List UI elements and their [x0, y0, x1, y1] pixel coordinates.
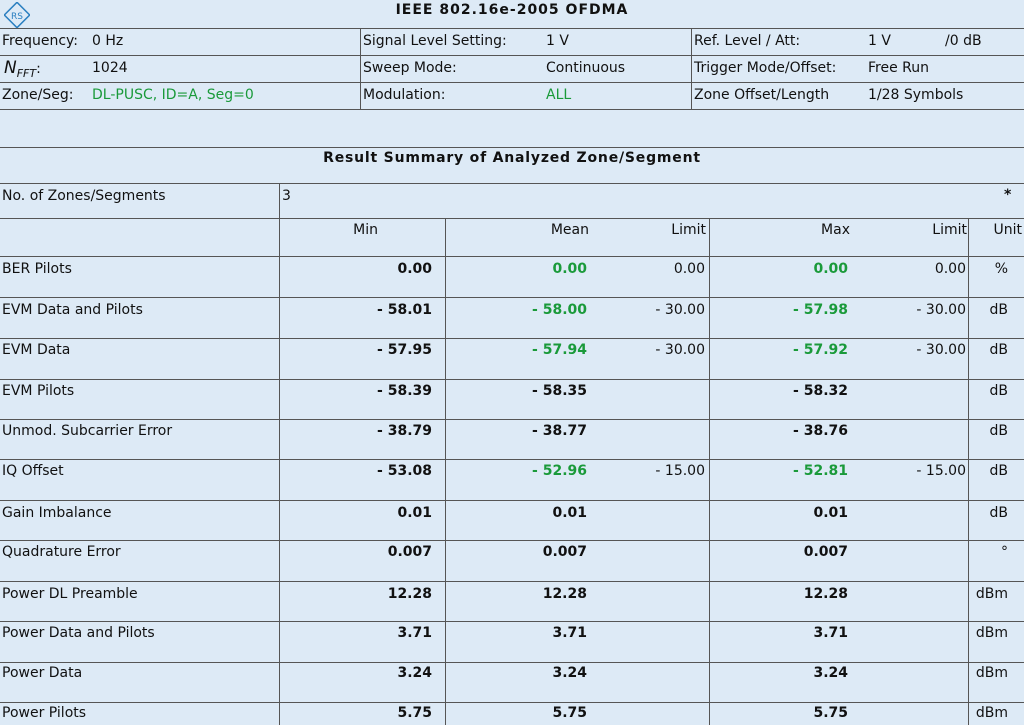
- cell-unit: °: [1001, 544, 1008, 560]
- cell-limit2: - 30.00: [916, 302, 966, 318]
- row-label: Unmod. Subcarrier Error: [2, 423, 173, 439]
- cell-mean: 3.71: [552, 625, 587, 641]
- cell-mean: 12.28: [542, 586, 587, 602]
- cell-unit: dB: [989, 423, 1008, 439]
- cell-max: 0.01: [813, 505, 848, 521]
- svg-text:RS: RS: [11, 12, 23, 22]
- summary-title: Result Summary of Analyzed Zone/Segment: [323, 150, 701, 166]
- col-limit-2: Limit: [932, 222, 967, 238]
- cell-unit: dB: [989, 302, 1008, 318]
- zone-seg-label: Zone/Seg:: [2, 87, 74, 103]
- cell-mean: 5.75: [552, 705, 587, 721]
- col-mean: Mean: [550, 222, 589, 238]
- cell-unit: dBm: [975, 705, 1008, 721]
- row-label: EVM Pilots: [2, 383, 75, 399]
- sweep-mode-label: Sweep Mode:: [363, 60, 457, 76]
- cell-min: 0.007: [387, 544, 432, 560]
- page-title: IEEE 802.16e-2005 OFDMA: [395, 2, 629, 18]
- row-label: Power DL Preamble: [2, 586, 138, 602]
- cell-unit: dBm: [975, 586, 1008, 602]
- cell-max: - 57.98: [793, 302, 848, 318]
- modulation-label: Modulation:: [363, 87, 446, 103]
- cell-max: 0.00: [813, 261, 848, 277]
- row-label: Gain Imbalance: [2, 505, 112, 521]
- cell-mean: - 38.77: [532, 423, 587, 439]
- cell-mean: - 58.35: [532, 383, 587, 399]
- zones-marker: *: [1004, 187, 1012, 203]
- col-unit: Unit: [993, 222, 1022, 238]
- cell-unit: dB: [989, 463, 1008, 479]
- cell-mean: - 57.94: [532, 342, 587, 358]
- nfft-value: 1024: [92, 60, 128, 76]
- row-label: Power Data: [2, 665, 83, 681]
- zones-value: 3: [282, 188, 291, 204]
- frequency-value: 0 Hz: [92, 33, 124, 49]
- cell-limit1: - 30.00: [655, 302, 705, 318]
- col-limit-1: Limit: [671, 222, 706, 238]
- cell-mean: 3.24: [552, 665, 587, 681]
- col-min: Min: [353, 222, 378, 238]
- cell-limit1: - 30.00: [655, 342, 705, 358]
- cell-unit: dBm: [975, 665, 1008, 681]
- signal-level-label: Signal Level Setting:: [363, 33, 507, 49]
- trigger-mode-label: Trigger Mode/Offset:: [694, 60, 837, 76]
- cell-max: 0.007: [803, 544, 848, 560]
- cell-max: - 38.76: [793, 423, 848, 439]
- cell-unit: %: [994, 261, 1008, 277]
- cell-max: - 52.81: [793, 463, 848, 479]
- cell-limit1: - 15.00: [655, 463, 705, 479]
- sweep-mode-value: Continuous: [546, 60, 626, 76]
- row-label: IQ Offset: [2, 463, 64, 479]
- row-label: BER Pilots: [2, 261, 72, 277]
- cell-min: 0.00: [397, 261, 432, 277]
- cell-min: 3.24: [397, 665, 432, 681]
- cell-min: 3.71: [397, 625, 432, 641]
- cell-max: - 58.32: [793, 383, 848, 399]
- cell-min: - 58.01: [377, 302, 432, 318]
- cell-max: 12.28: [803, 586, 848, 602]
- cell-min: - 38.79: [377, 423, 432, 439]
- signal-level-value: 1 V: [546, 33, 569, 49]
- col-max: Max: [821, 222, 850, 238]
- cell-mean: - 58.00: [532, 302, 587, 318]
- cell-unit: dB: [989, 383, 1008, 399]
- ref-level-label: Ref. Level / Att:: [694, 33, 801, 49]
- modulation-value: ALL: [546, 87, 572, 103]
- nfft-label: $N_{FFT}$:: [4, 58, 41, 80]
- cell-min: - 53.08: [377, 463, 432, 479]
- cell-min: 12.28: [387, 586, 432, 602]
- cell-mean: 0.00: [552, 261, 587, 277]
- cell-mean: 0.007: [542, 544, 587, 560]
- cell-unit: dBm: [975, 625, 1008, 641]
- zone-offset-value: 1/28 Symbols: [868, 87, 964, 103]
- cell-mean: - 52.96: [532, 463, 587, 479]
- cell-max: 5.75: [813, 705, 848, 721]
- cell-limit2: - 30.00: [916, 342, 966, 358]
- cell-max: - 57.92: [793, 342, 848, 358]
- cell-limit1: 0.00: [673, 261, 705, 277]
- row-label: Quadrature Error: [2, 544, 121, 560]
- cell-unit: dB: [989, 505, 1008, 521]
- cell-limit2: 0.00: [934, 261, 966, 277]
- cell-min: - 58.39: [377, 383, 432, 399]
- zones-label: No. of Zones/Segments: [2, 188, 166, 204]
- cell-max: 3.24: [813, 665, 848, 681]
- trigger-mode-value: Free Run: [868, 60, 930, 76]
- row-label: Power Data and Pilots: [2, 625, 155, 641]
- frequency-label: Frequency:: [2, 33, 79, 49]
- cell-unit: dB: [989, 342, 1008, 358]
- cell-min: 0.01: [397, 505, 432, 521]
- cell-min: 5.75: [397, 705, 432, 721]
- cell-min: - 57.95: [377, 342, 432, 358]
- cell-max: 3.71: [813, 625, 848, 641]
- attenuation-value: /0 dB: [945, 33, 982, 49]
- row-label: Power Pilots: [2, 705, 87, 721]
- cell-limit2: - 15.00: [916, 463, 966, 479]
- zone-seg-value: DL-PUSC, ID=A, Seg=0: [92, 87, 254, 103]
- row-label: EVM Data and Pilots: [2, 302, 143, 318]
- cell-mean: 0.01: [552, 505, 587, 521]
- ref-level-value: 1 V: [868, 33, 891, 49]
- zone-offset-label: Zone Offset/Length: [694, 87, 830, 103]
- row-label: EVM Data: [2, 342, 71, 358]
